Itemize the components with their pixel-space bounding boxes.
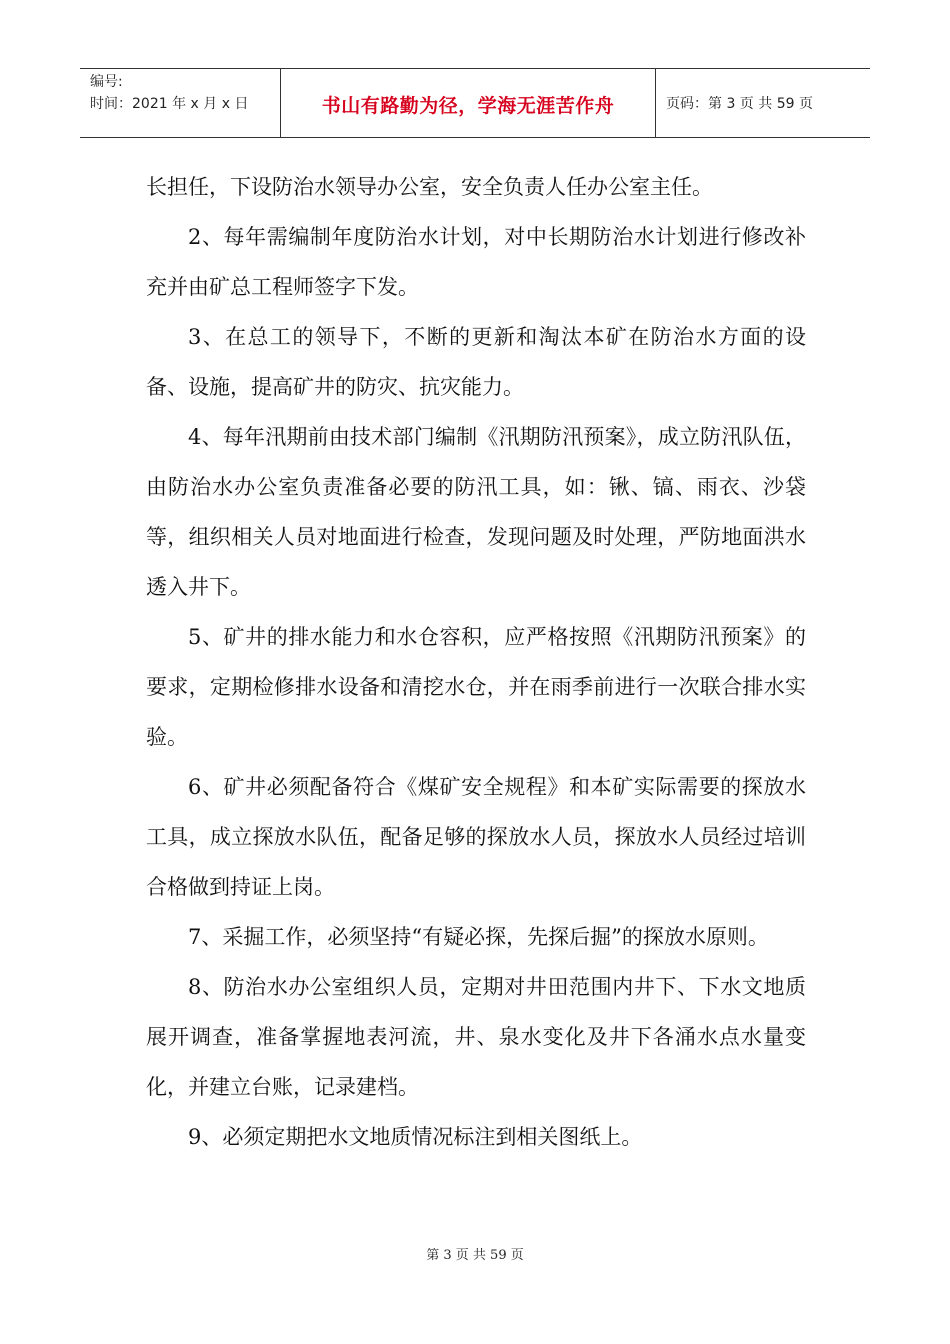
document-body: [146, 162, 806, 1162]
header-motto-cell: [281, 69, 656, 137]
paragraph-item-2: 2、每年需编制年度防治水计划，对中长期防治水计划进行修改补充并由矿总工程师签字下发。: [146, 225, 806, 299]
header-meta-cell: [80, 69, 281, 137]
header-motto: 书山有路勤为径，学海无涯苦作舟: [321, 95, 615, 117]
paragraph-item-7: 7、采掘工作，必须坚持“有疑必探，先探后掘”的探放水原则。: [188, 925, 769, 949]
document-date: 时间：2021 年 x 月 x 日: [90, 96, 249, 112]
paragraph-item-9: 9、必须定期把水文地质情况标注到相关图纸上。: [188, 1125, 643, 1149]
paragraph-item-4: 4、每年汛期前由技术部门编制《汛期防汛预案》，成立防汛队伍，由防治水办公室负责准备必要的防汛工具，如：锹、镐、雨衣、沙袋等，组织相关人员对地面进行检查，发现问题及时处理，严防地面洪水透入井下。: [146, 425, 806, 599]
paragraph-item-3: 3、在总工的领导下，不断的更新和淘汰本矿在防治水方面的设备、设施，提高矿井的防灾、抗灾能力。: [146, 325, 806, 399]
header-page-cell: [656, 69, 870, 137]
paragraph-item-5: 5、矿井的排水能力和水仓容积，应严格按照《汛期防汛预案》的要求，定期检修排水设备和清挖水仓，并在雨季前进行一次联合排水实验。: [146, 625, 806, 749]
page-footer: 第 3 页 共 59 页: [426, 1248, 524, 1263]
paragraph-continuation: 长担任，下设防治水领导办公室，安全负责人任办公室主任。: [146, 175, 713, 199]
header-page-info: 页码：第 3 页 共 59 页: [666, 96, 813, 112]
document-header: [80, 68, 870, 138]
paragraph-item-6: 6、矿井必须配备符合《煤矿安全规程》和本矿实际需要的探放水工具，成立探放水队伍，配备足够的探放水人员，探放水人员经过培训合格做到持证上岗。: [146, 775, 806, 899]
paragraph-item-8: 8、防治水办公室组织人员，定期对井田范围内井下、下水文地质展开调查，准备掌握地表河流，井、泉水变化及井下各涌水点水量变化，并建立台账，记录建档。: [146, 975, 806, 1099]
document-number: 编号:: [90, 74, 123, 90]
